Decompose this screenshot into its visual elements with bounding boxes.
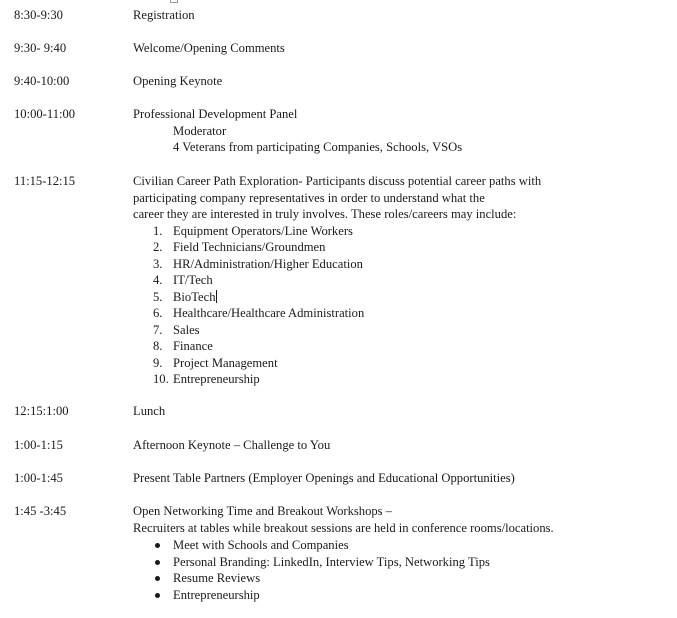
agenda-time: 9:30- 9:40: [14, 41, 67, 55]
agenda-title: Afternoon Keynote – Challenge to You: [133, 438, 331, 452]
agenda-time: 10:00-11:00: [14, 107, 76, 121]
agenda-time: 1:00-1:45: [14, 471, 63, 485]
agenda-title: Registration: [133, 8, 195, 22]
workshop-label: Meet with Schools and Companies: [173, 538, 349, 552]
list-item: [133, 239, 653, 256]
list-number: 8.: [153, 339, 163, 353]
list-item: [133, 322, 653, 339]
bullet-icon: [155, 543, 160, 548]
agenda-title: Welcome/Opening Comments: [133, 41, 285, 55]
agenda-time: 1:45 -3:45: [14, 504, 67, 518]
career-label: Equipment Operators/Line Workers: [173, 223, 353, 238]
list-number: 6.: [153, 306, 163, 320]
list-item: [133, 305, 653, 322]
agenda-title: Lunch: [133, 404, 166, 418]
workshop-label: Personal Branding: LinkedIn, Interview Tips, Networking Tips: [173, 554, 490, 569]
list-item: [133, 570, 653, 587]
career-label: Finance: [173, 339, 213, 353]
list-item: [133, 338, 653, 355]
panel-role: Moderator: [173, 123, 227, 138]
agenda-title: Professional Development Panel: [133, 107, 298, 121]
list-item: [133, 537, 653, 554]
list-item: [133, 223, 653, 240]
career-label: Entrepreneurship: [173, 372, 260, 386]
agenda-title: Opening Keynote: [133, 74, 223, 88]
agenda-time: 11:15-12:15: [14, 174, 76, 188]
list-item: [133, 371, 653, 388]
list-item: [133, 587, 653, 604]
bullet-icon: [155, 576, 160, 581]
session-description: Open Networking Time and Breakout Workshops –: [133, 504, 393, 518]
career-label: Healthcare/Healthcare Administration: [173, 306, 365, 320]
list-item: [133, 289, 653, 306]
list-number: 4.: [153, 273, 163, 287]
agenda-title: Present Table Partners (Employer Openings and Educational Opportunities): [133, 471, 515, 485]
list-number: 3.: [153, 256, 163, 271]
career-label: Field Technicians/Groundmen: [173, 240, 326, 254]
session-description: Civilian Career Path Exploration- Participants discuss potential career paths with: [133, 174, 542, 188]
workshop-label: Entrepreneurship: [173, 587, 260, 602]
list-number: 1.: [153, 223, 163, 238]
table-move-handle-icon[interactable]: [170, 0, 178, 3]
list-item: [133, 554, 653, 571]
list-item: [133, 272, 653, 289]
bullet-icon: [155, 560, 160, 565]
session-description: Recruiters at tables while breakout sessions are held in conference rooms/locations.: [133, 520, 554, 535]
agenda-time: 12:15:1:00: [14, 404, 69, 418]
list-number: 10.: [153, 372, 169, 386]
list-number: 2.: [153, 240, 163, 254]
list-item: [133, 355, 653, 372]
agenda-time: 9:40-10:00: [14, 74, 70, 88]
career-label: IT/Tech: [173, 273, 213, 287]
career-list: [133, 223, 653, 388]
workshop-list: [133, 537, 653, 603]
text-cursor: [216, 290, 217, 303]
list-number: 5.: [153, 289, 163, 304]
career-label: Project Management: [173, 355, 278, 370]
session-description: career they are interested in truly involves. These roles/careers may include:: [133, 207, 517, 221]
career-label: Sales: [173, 322, 200, 337]
workshop-label: Resume Reviews: [173, 571, 261, 585]
agenda-time: 8:30-9:30: [14, 8, 63, 22]
agenda-time: 1:00-1:15: [14, 438, 63, 452]
panel-role: 4 Veterans from participating Companies, Schools, VSOs: [173, 140, 463, 154]
list-number: 9.: [153, 355, 163, 370]
list-item: [133, 256, 653, 273]
session-description: participating company representatives in order to understand what the: [133, 190, 485, 205]
bullet-icon: [155, 593, 160, 598]
career-label: HR/Administration/Higher Education: [173, 256, 363, 271]
list-number: 7.: [153, 322, 163, 337]
career-label: BioTech: [173, 289, 216, 304]
